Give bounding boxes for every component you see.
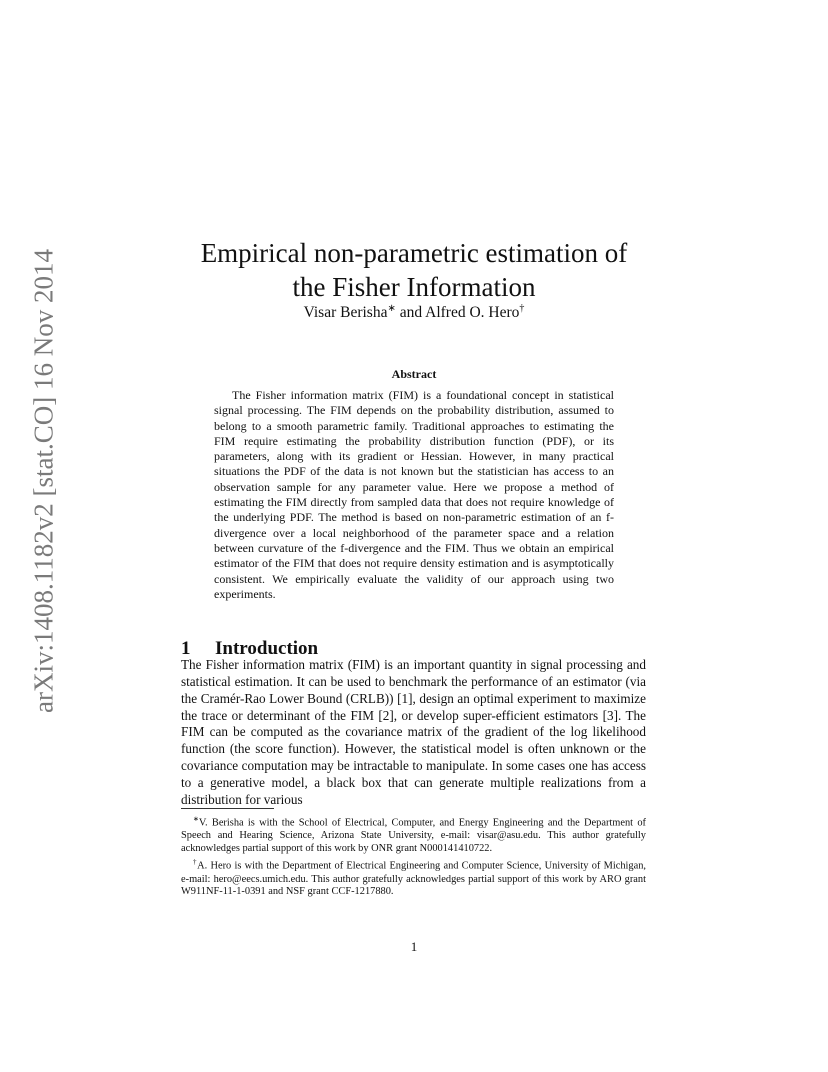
author-name-2: Alfred O. Hero	[425, 304, 520, 322]
arxiv-sidebar-stamp	[22, 249, 66, 713]
footnote-2-text: A. Hero is with the Department of Electrical Engineering and Computer Science, University of Michigan, e-mail: hero@eecs.umich.edu. This author gratefully acknowledges partial support of this work by ARO grant W911NF-11-1-0391 and NSF grant CCF-1217880.	[181, 860, 647, 898]
paper-title	[150, 236, 678, 304]
author-conjunction: and	[395, 304, 426, 322]
section-title: Introduction	[215, 637, 319, 659]
author-list	[150, 303, 678, 322]
footnote-2-mark: †	[193, 858, 198, 867]
footnote-1	[181, 813, 646, 856]
footnote-1-mark: ∗	[193, 815, 199, 823]
author-name-1: Visar Berisha	[303, 304, 388, 322]
introduction-text: The Fisher information matrix (FIM) is an important quantity in signal processing and statistical estimation. It can be used to benchmark the performance of an estimator (via the Cramér-Rao Lower Bound (CRLB)) [1], design an optimal experiment to maximize the trace or determinant of the FIM [2], or develop super-efficient estimators [3]. The FIM can be computed as the covariance matrix of the gradient of the log likelihood function (the score function). However, the statistical model is often unknown or the covariance computation may be intractable to manipulate. In some cases one has access to a generative model, a black box that can generate multiple realizations from a distribution for various	[181, 657, 646, 807]
abstract-text: The Fisher information matrix (FIM) is a foundational concept in statistical signal processing. The FIM depends on the probability distribution, assumed to belong to a smooth parametric family. Traditional approaches to estimating the FIM require estimating the probability distribution function (PDF), or its parameters, along with its gradient or Hessian. However, in many practical situations the PDF of the data is not known but the statistician has access to an observation sample for any parameter value. Here we propose a method of estimating the FIM directly from sampled data that does not require knowledge of the underlying PDF. The method is based on non-parametric estimation of an f-divergence over a local neighborhood of the parameter space and a relation between curvature of the f-divergence and the FIM. Thus we obtain an empirical estimator of the FIM that does not require density estimation and is asymptotically consistent. We empirically evaluate the validity of our approach using two experiments.	[214, 388, 614, 601]
arxiv-identifier: arXiv:1408.1182v2 [stat.CO] 16 Nov 2014	[28, 249, 59, 713]
section-number: 1	[181, 637, 191, 659]
footnote-mark-1: ∗	[387, 303, 396, 314]
footnote-divider	[181, 808, 274, 809]
title-line-1: Empirical non-parametric estimation of	[200, 238, 628, 269]
footnote-mark-2: †	[519, 303, 525, 314]
title-line-2: the Fisher Information	[292, 272, 536, 303]
footnotes	[181, 813, 646, 899]
footnote-2	[181, 856, 646, 899]
footnote-1-text: V. Berisha is with the School of Electrical, Computer, and Energy Engineering and the Department of Speech and Hearing Science, Arizona State University, e-mail: visar@asu.edu. This author gratefully acknowledges partial support of this work by ONR grant N000141410722.	[181, 817, 646, 855]
abstract-heading: Abstract	[391, 367, 437, 381]
page-number: 1	[410, 939, 418, 954]
